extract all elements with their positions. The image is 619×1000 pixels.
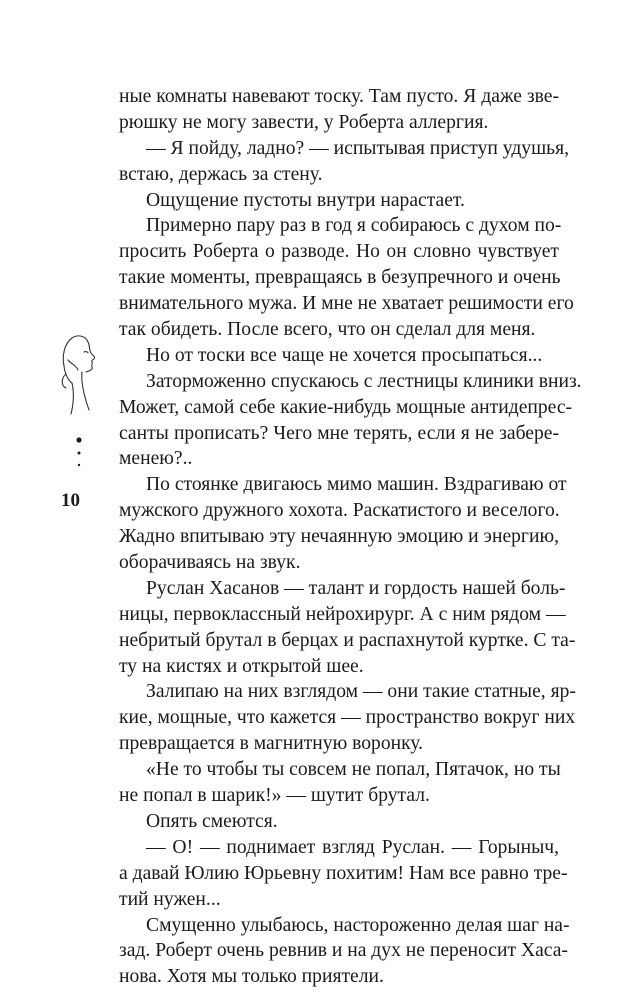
text-line: — О! — поднимает взгляд Руслан. — Горыныч, — [146, 836, 559, 858]
text-line: а давай Юлию Юрьевну похитим! Нам все равно тре- — [119, 862, 568, 884]
text-line: встаю, держась за стену. — [119, 163, 323, 185]
text-line: ницы, первоклассный нейрохирург. А с ним рядом — — [119, 603, 566, 625]
text-line: менею?.. — [119, 448, 193, 470]
text-line: такие моменты, превращаясь в безупречного и очень — [119, 267, 561, 289]
body-text — [119, 84, 582, 990]
text-line: небритый брутал в берцах и распахнутой куртке. С та- — [119, 629, 576, 651]
text-line: оборачиваясь на звук. — [119, 552, 301, 574]
text-line: Заторможенно спускаюсь с лестницы клиники вниз. — [146, 370, 582, 392]
text-line: кие, мощные, что кажется — пространство вокруг них — [119, 707, 576, 729]
text-line: тий нужен... — [119, 888, 221, 910]
text-line: санты прописать? Чего мне терять, если я не забере- — [119, 422, 559, 444]
text-line: превращается в магнитную воронку. — [119, 733, 424, 755]
page-number: 10 — [61, 490, 80, 511]
text-line: так обидеть. После всего, что он сделал для меня. — [119, 319, 536, 341]
text-line: По стоянке двигаюсь мимо машин. Вздрагиваю от — [146, 474, 567, 496]
text-line: Смущенно улыбаюсь, настороженно делая шаг на- — [146, 914, 570, 936]
text-line: не попал в шарик!» — шутит брутал. — [119, 785, 430, 807]
text-line: Может, самой себе какие-нибудь мощные антидепрес- — [119, 396, 573, 418]
text-line: мужского дружного хохота. Раскатистого и веселого. — [119, 500, 560, 522]
text-line: Опять смеются. — [146, 810, 278, 832]
text-line: внимательного мужа. И мне не хватает решимости его — [119, 293, 574, 315]
text-line: Примерно пару раз в год я собираюсь с духом по- — [146, 215, 562, 237]
text-line: ные комнаты навевают тоску. Там пусто. Я даже зве- — [119, 86, 559, 107]
text-line: Ощущение пустоты внутри нарастает. — [146, 189, 465, 211]
text-line: нова. Хотя мы только приятели. — [119, 966, 384, 988]
text-line: Жадно впитываю эту нечаянную эмоцию и энергию, — [119, 526, 559, 548]
text-line: Залипаю на них взглядом — они такие статные, яр- — [146, 681, 576, 703]
text-line: Но от тоски все чаще не хочется просыпаться... — [146, 344, 543, 366]
face-profile-line-art-icon — [58, 330, 102, 420]
text-line: Руслан Хасанов — талант и гордость нашей боль- — [146, 577, 566, 599]
vertical-dots-ornament-icon — [74, 436, 84, 470]
text-line: просить Роберта о разводе. Но он словно чувствует — [119, 241, 559, 263]
text-line: — Я пойду, ладно? — испытывая приступ удушья, — [146, 137, 570, 159]
text-line: рюшку не могу завести, у Роберта аллергия. — [119, 111, 489, 133]
text-line: ту на кистях и открытой шее. — [119, 655, 364, 677]
text-line: зад. Роберт очень ревнив и на дух не переносит Хаса- — [119, 940, 568, 962]
text-line: «Не то чтобы ты совсем не попал, Пятачок, но ты — [146, 759, 561, 781]
